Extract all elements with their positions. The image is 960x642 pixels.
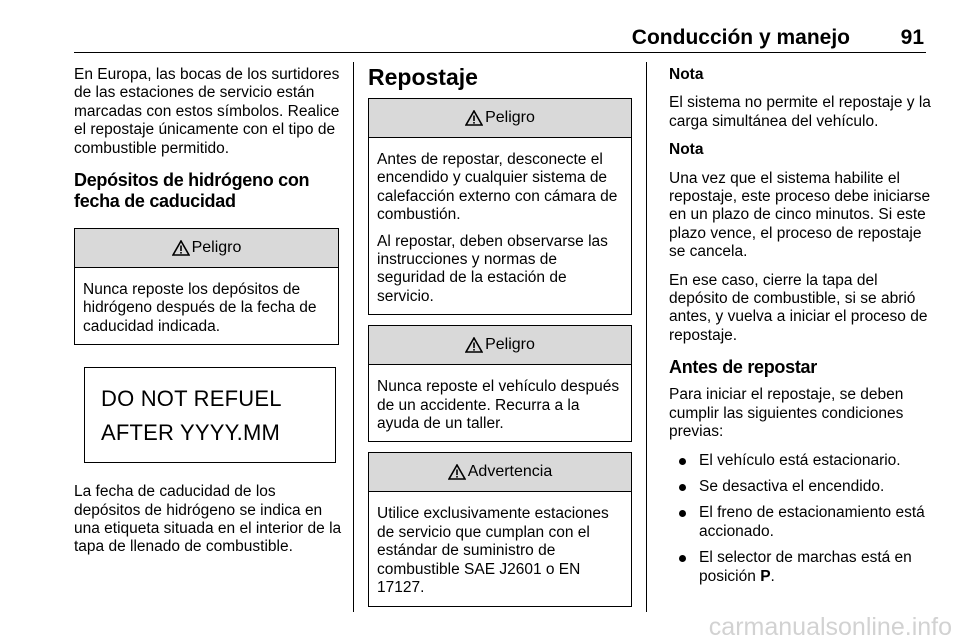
header-divider	[74, 52, 926, 53]
before-refuel-heading: Antes de repostar	[669, 357, 817, 378]
expiry-label	[84, 367, 336, 463]
bullet-dot-icon	[679, 555, 686, 562]
danger-box	[74, 228, 339, 345]
danger-box-2-header	[369, 326, 631, 365]
right-column	[669, 66, 935, 594]
conditions-intro: Para iniciar el repostaje, se deben cumplir las siguientes condiciones previas:	[669, 386, 904, 441]
page-number: 91	[900, 26, 924, 49]
danger-box-2	[368, 325, 632, 442]
list-item: Se desactiva el encendido.	[669, 478, 935, 496]
note-2-extra: En ese caso, cierre la tapa del depósito de combustible, si se abrió antes, y vuelva a iniciar el proceso de repostaje.	[669, 271, 928, 344]
caution-box-header	[369, 453, 631, 492]
danger-box-2-text: Nunca reposte el vehículo después de un accidente. Recurra a la ayuda de un taller.	[377, 378, 620, 433]
danger-box-1-header	[369, 99, 631, 138]
warning-triangle-icon	[172, 240, 190, 256]
hydrogen-heading: Depósitos de hidrógeno con fecha de caducidad	[74, 170, 310, 212]
note-1-text: El sistema no permite el repostaje y la carga simultánea del vehículo.	[669, 94, 931, 130]
outro-paragraph: La fecha de caducidad de los depósitos de hidrógeno se indica en una etiqueta situada en el interior de la tapa de llenado de combustible.	[74, 483, 342, 556]
column-divider-right	[646, 62, 647, 612]
left-column	[74, 66, 342, 567]
middle-column	[368, 64, 632, 617]
column-divider-left	[353, 62, 354, 612]
danger-box-body	[75, 268, 338, 344]
caution-box	[368, 452, 632, 606]
danger-box-1-p2: Al repostar, deben observarse las instrucciones y normas de seguridad de la estación de servicio.	[377, 232, 608, 305]
refuel-heading: Repostaje	[368, 64, 478, 90]
caution-box-title: Advertencia	[467, 463, 553, 481]
danger-box-1-p1: Antes de repostar, desconecte el encendido y cualquier sistema de calefacción externo con cámara de combustión.	[377, 151, 618, 224]
note-1-title: Nota	[669, 66, 704, 83]
danger-box-2-body	[369, 365, 631, 441]
gear-position-p: P	[760, 567, 771, 585]
expiry-label-line2: AFTER YYYY.MM	[101, 420, 281, 446]
caution-box-body	[369, 492, 631, 605]
list-item: El freno de estacionamiento está accionado.	[669, 504, 935, 541]
bullet-dot-icon	[679, 458, 686, 465]
danger-box-1-body	[369, 138, 631, 314]
list-item: El selector de marchas está en posición P.	[669, 549, 935, 586]
danger-box-1-title: Peligro	[485, 109, 535, 126]
conditions-list	[669, 452, 935, 586]
warning-triangle-icon	[465, 337, 483, 353]
list-item: El vehículo está estacionario.	[669, 452, 935, 470]
watermark: carmanualsonline.info	[708, 613, 952, 641]
intro-paragraph: En Europa, las bocas de los surtidores de las estaciones de servicio están marcadas con estos símbolos. Realice el repostaje únicamente con el tipo de combustible permitido.	[74, 66, 340, 157]
note-2-text: Una vez que el sistema habilite el repostaje, este proceso debe iniciarse en un plazo de cinco minutos. Si este plazo vence, el proceso de repostaje se cancela.	[669, 169, 931, 261]
warning-triangle-icon	[465, 110, 483, 126]
bullet-dot-icon	[679, 510, 686, 517]
expiry-label-line1: DO NOT REFUEL	[101, 386, 282, 412]
bullet-dot-icon	[679, 484, 686, 491]
danger-box-1	[368, 98, 632, 315]
section-title: Conducción y manejo	[631, 26, 850, 49]
danger-box-text: Nunca reposte los depósitos de hidrógeno después de la fecha de caducidad indicada.	[83, 281, 317, 335]
warning-triangle-icon	[448, 464, 466, 480]
note-2-title: Nota	[669, 141, 704, 159]
page-header	[0, 0, 960, 52]
danger-box-title: Peligro	[191, 239, 242, 257]
danger-box-2-title: Peligro	[485, 336, 535, 354]
caution-box-text: Utilice exclusivamente estaciones de servicio que cumplan con el estándar de suministro de combustible SAE J2601 o EN 17127.	[377, 505, 609, 597]
danger-box-header	[75, 229, 338, 268]
